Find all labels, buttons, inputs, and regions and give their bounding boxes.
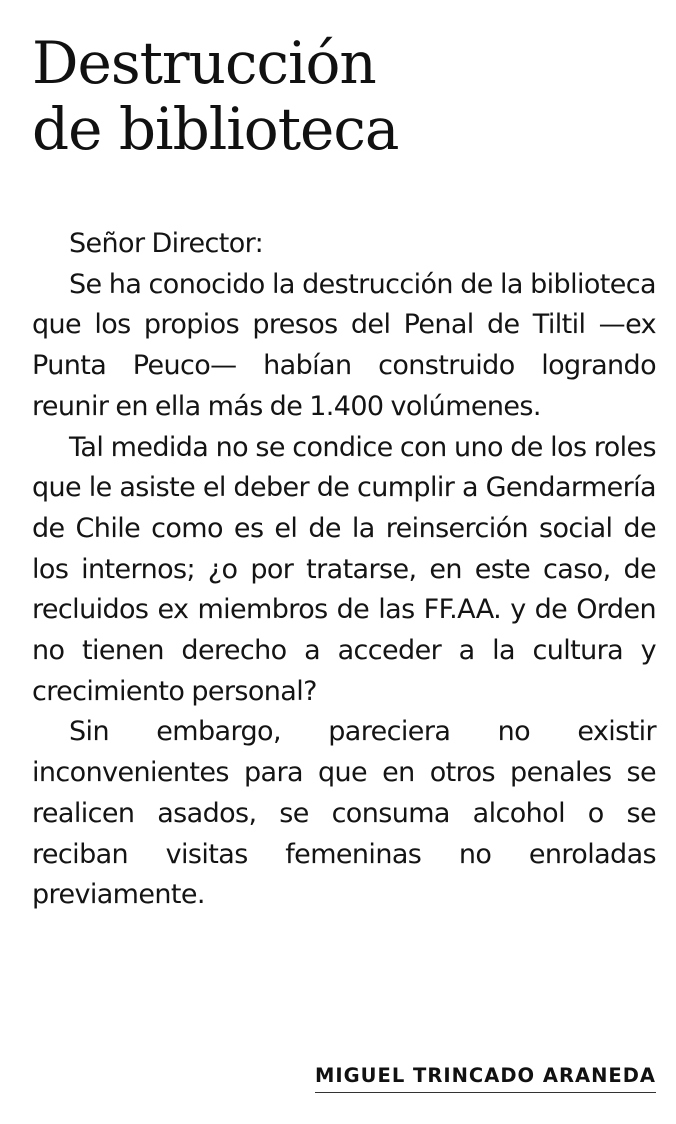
author-signature: MIGUEL TRINCADO ARANEDA	[315, 1064, 656, 1093]
salutation: Señor Director:	[69, 228, 264, 259]
letter-article	[32, 30, 656, 916]
paragraph-2: Tal medida no se condice con uno de los roles que le asiste el deber de cumplir a Gendarmería de Chile como es el de la reinserción social de los internos; ¿o por tratarse, en este caso, de recluidos ex miembros de las FF.AA. y de Orden no tienen derecho a acceder a la cultura y crecimiento personal?	[32, 431, 656, 707]
letter-body	[32, 224, 656, 916]
paragraph-3: Sin embargo, pareciera no existir inconvenientes para que en otros penales se realicen asados, se consuma alcohol o se reciban visitas femeninas no enroladas previamente.	[32, 716, 656, 911]
headline	[32, 30, 656, 162]
headline-line-1: Destrucción	[32, 29, 376, 97]
paragraph-1: Se ha conocido la destrucción de la biblioteca que los propios presos del Penal de Tiltil —ex Punta Peuco— habían construido logrando reunir en ella más de 1.400 volúmenes.	[32, 268, 656, 422]
headline-line-2: de biblioteca	[32, 95, 399, 163]
